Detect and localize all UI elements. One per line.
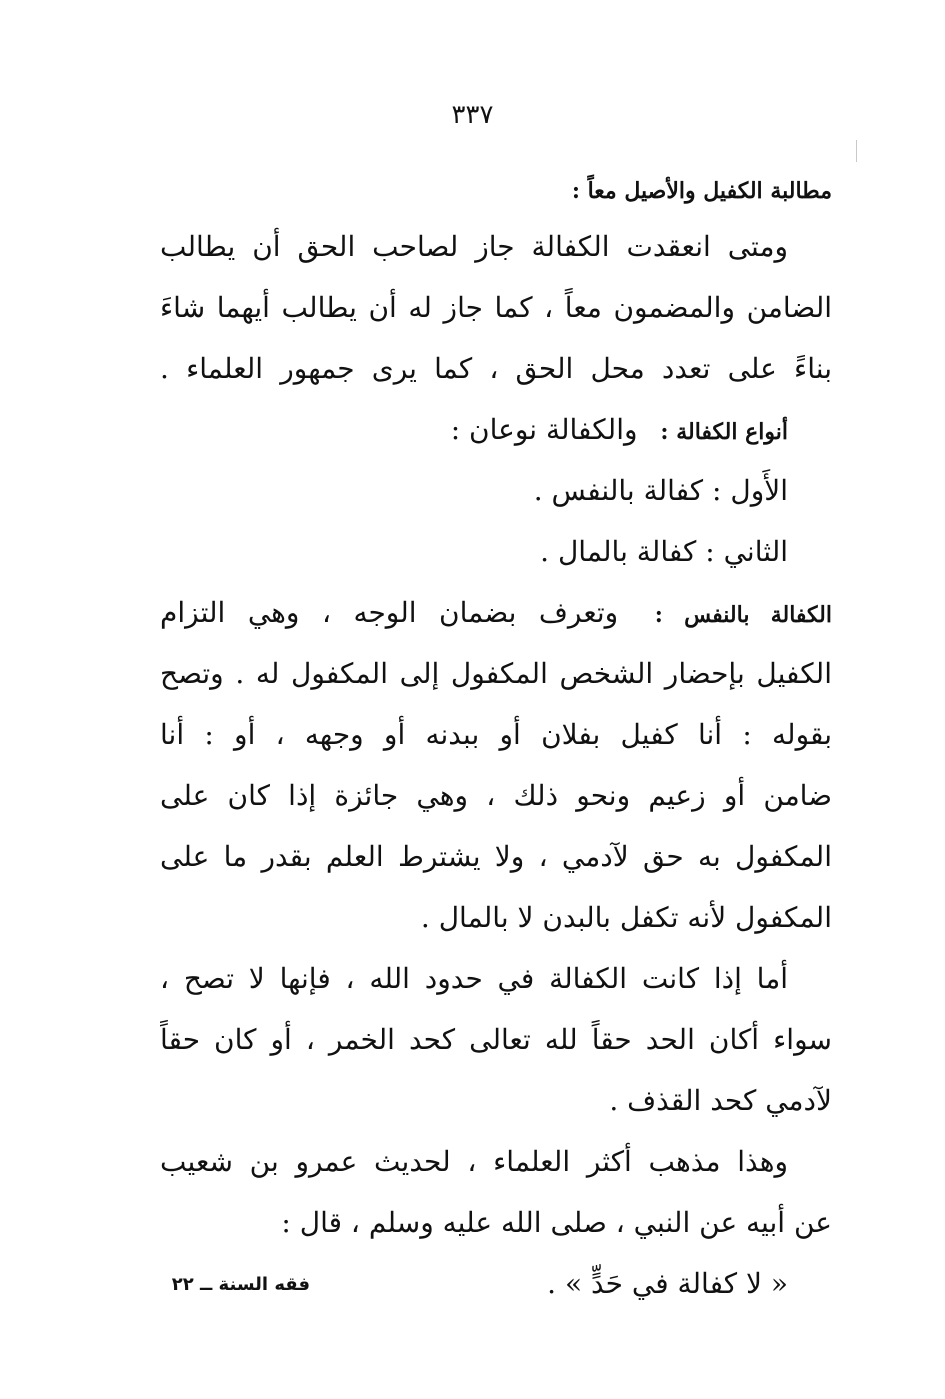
paragraph-line: بناءً على تعدد محل الحق ، كما يرى جمهور العلماء .: [160, 352, 832, 385]
kafala-nafs-text: وتعرف بضمان الوجه ، وهي التزام: [160, 596, 619, 629]
type-first: الأَول : كفالة بالنفس .: [533, 474, 788, 507]
kafala-nafs-heading: الكفالة بالنفس :: [654, 602, 832, 628]
paragraph-line: عن أبيه عن النبي ، صلى الله عليه وسلم ، قال :: [281, 1206, 832, 1239]
section-title: مطالبة الكفيل والأصيل معاً :: [571, 178, 832, 204]
kafala-nafs-first-line: [160, 582, 832, 643]
margin-mark: [856, 140, 857, 162]
types-line: [160, 399, 832, 460]
types-heading: أنواع الكفالة :: [660, 419, 788, 445]
paragraph-line: المكفول لأنه تكفل بالبدن لا بالمال .: [420, 901, 832, 934]
page-number: ٣٣٧: [451, 100, 494, 130]
hadith-quote: « لا كفالة في حَدٍّ » .: [547, 1267, 788, 1300]
page-content: [160, 166, 832, 1314]
paragraph-line: بقوله : أنا كفيل بفلان أو ببدنه أو وجهه ، أو : أنا: [160, 718, 832, 751]
paragraph-line: الضامن والمضمون معاً ، كما جاز له أن يطالب أيهما شاءَ: [160, 291, 832, 324]
paragraph-line: ومتى انعقدت الكفالة جاز لصاحب الحق أن يطالب: [160, 230, 788, 263]
types-text: والكفالة نوعان :: [450, 413, 638, 446]
paragraph-line: ضامن أو زعيم ونحو ذلك ، وهي جائزة إذا كان على: [160, 779, 832, 812]
paragraph-line: سواء أكان الحد حقاً لله تعالى كحد الخمر ، أو كان حقاً: [160, 1023, 832, 1056]
paragraph-line: المكفول به حق لآدمي ، ولا يشترط العلم بقدر ما على: [160, 840, 832, 873]
type-second: الثاني : كفالة بالمال .: [540, 535, 788, 568]
paragraph-line: أما إذا كانت الكفالة في حدود الله ، فإنها لا تصح ،: [160, 962, 788, 995]
paragraph-line: لآدمي كحد القذف .: [609, 1084, 832, 1117]
page-footer: فقه السنة ــ ٢٢: [171, 1274, 310, 1295]
paragraph-line: وهذا مذهب أكثر العلماء ، لحديث عمرو بن شعيب: [160, 1145, 788, 1178]
paragraph-line: الكفيل بإحضار الشخص المكفول إلى المكفول له . وتصح: [160, 657, 832, 690]
